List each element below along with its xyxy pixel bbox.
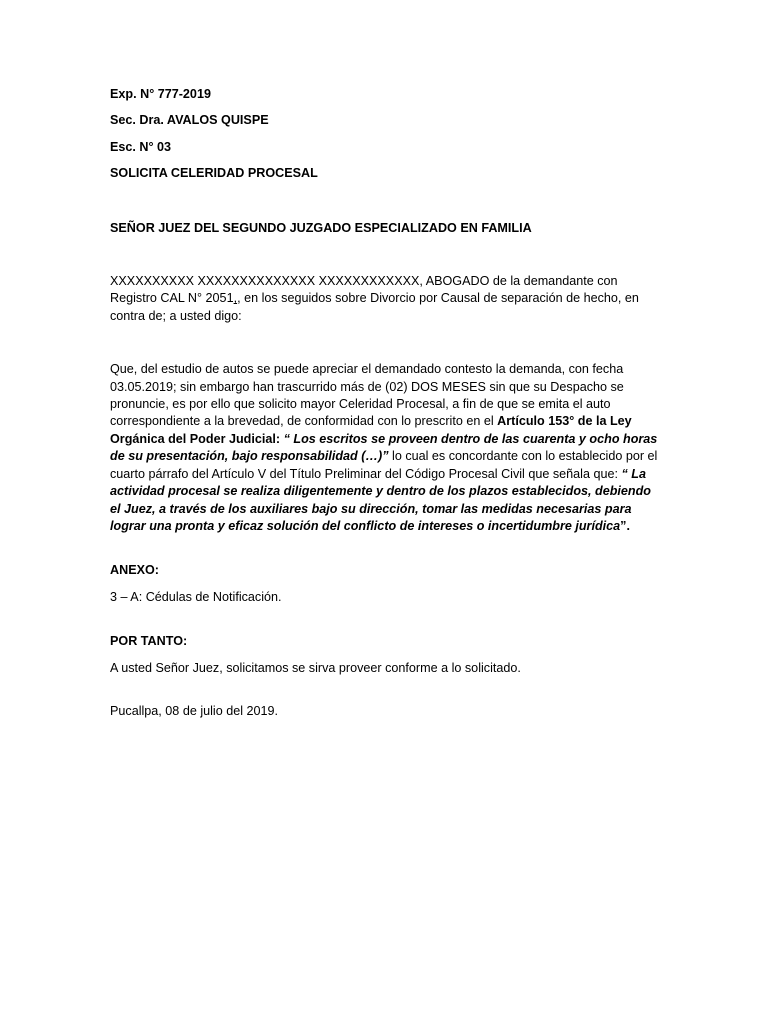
intro-paragraph [110,273,660,325]
intro-text-3: , en los seguidos sobre Divorcio por Causal de separación de hecho, en contra de; a usted digo: [110,291,639,323]
por-tanto-text: A usted Señor Juez, solicitamos se sirva proveer conforme a lo solicitado. [110,660,521,675]
main-text-1: Que, del estudio de autos se puede apreciar el demandado contesto la demanda, con fecha 03.05.2019; sin embargo han trascurrido más de (02) DOS MESES sin que su Despacho se pronuncie, es por ello que solicito mayor Celeridad Procesal, a fin de que se emita el auto correspondiente a la brevedad, de conformidad con lo prescrito en el [110,362,624,429]
main-text-2: lo cual es concordante con lo establecido por el cuarto párrafo del Artículo V del Título Preliminar del Código Procesal Civil que señala que: [110,449,658,481]
por-tanto-heading: POR TANTO: [110,634,188,649]
main-paragraph [110,361,660,535]
law-quote-2-end: ”. [620,518,630,533]
intro-text-2: , [233,291,238,306]
addressee-line: SEÑOR JUEZ DEL SEGUNDO JUZGADO ESPECIALIZADO EN FAMILIA [110,220,532,235]
document-body [110,86,660,720]
secretaria-name: Sec. Dra. AVALOS QUISPE [110,113,269,128]
law-quote-1: “ Los escritos se proveen dentro de las cuarenta y ocho horas de su presentación, bajo responsabilidad (…)” [110,431,658,464]
anexo-heading: ANEXO: [110,563,159,578]
escrito-number: Esc. N° 03 [110,139,172,154]
anexo-item: 3 – A: Cédulas de Notificación. [110,589,282,604]
law-reference: Artículo 153° de la Ley Orgánica del Poder Judicial: [110,414,632,446]
expediente-number: Exp. N° 777-2019 [110,87,211,101]
closing-date: Pucallpa, 08 de julio del 2019. [110,703,279,718]
law-quote-2: “ La actividad procesal se realiza diligentemente y dentro de los plazos establecidos, debiendo el Juez, a través de los auxiliares bajo su dirección, tomar las medidas necesarias para lograr una pronta y eficaz solución del conflicto de intereses o incertidumbre jurídica [110,466,651,533]
document-subject: SOLICITA CELERIDAD PROCESAL [110,166,318,181]
intro-text-1: XXXXXXXXXX XXXXXXXXXXXXXX XXXXXXXXXXXX, ABOGADO de la demandante con Registro CAL N° 2051 [110,274,618,306]
